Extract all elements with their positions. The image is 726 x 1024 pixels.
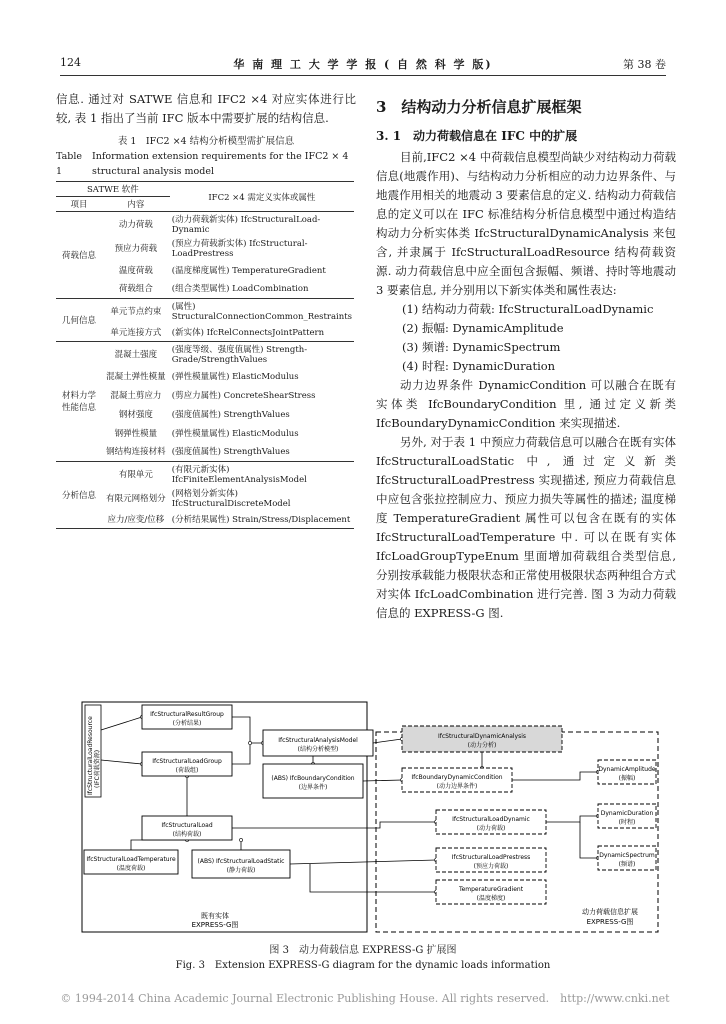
entity-cn: (边界条件) [298,784,328,791]
resource-label-cn: (IFC荷载资源) [94,749,101,788]
row-ifc-entity: (网格划分新实体) IfcStructuralDiscreteModel [171,488,291,509]
list-item: (2) 振幅: DynamicAmplitude [402,321,564,335]
entity-name: IfcStructuralLoadPrestress [451,854,531,861]
entity-name: DynamicDuration [600,810,654,817]
row-ifc-entity: (组合类型属性) LoadCombination [170,279,354,298]
entity-cn: (温度荷载) [116,865,146,872]
entity-cn: (荷载组) [175,767,199,774]
table-caption-en-label: Table 1 [56,151,83,177]
th-item: 项目 [56,197,102,212]
row-content: 钢材强度 [118,409,153,420]
row-ifc-entity: (温度梯度属性) TemperatureGradient [171,265,326,276]
list-item: (4) 时程: DynamicDuration [402,359,556,373]
relation-line [131,840,187,850]
relation-line [101,760,142,764]
paragraph-3: 另外, 对于表 1 中预应力荷载信息可以融合在既有实体 IfcStructuralLoadStatic 中, 通过定义新类 IfcStructuralLoadPrestress 实现描述, 预应力荷载信息中应包含张拉控制应力、预应力损失等属性的描述; 温度梯度 TemperatureGradient 属性可以包含在既有的实体 IfcStructuralLoadTemperature 中. 可以在既有实体 IfcLoadGroupTypeEnum 里面增加荷载组合类型信息, 分别按承载能力极限状态和正常使用极限状态两种组合方式对实体 IfcLoadCombination 进行完善. 图 3 为动力荷载信息的 EXPRESS-G 图. [376,435,676,620]
right-column [376,90,676,623]
volume-label: 第 38 卷 [623,58,666,71]
row-content: 钢弹性模量 [114,428,158,439]
entity-name: IfcStructuralAnalysisModel [278,737,358,744]
figure-caption-en: Fig. 3 Extension EXPRESS-G diagram for the dynamic loads information [175,960,551,971]
row-ifc-entity: (新实体) IfcRelConnectsJointPattern [170,323,354,342]
row-content: 混凝土剪应力 [110,390,162,401]
entity-cn: (结构分析模型) [297,746,339,753]
express-g-diagram [80,700,660,936]
entity-name: IfcStructuralLoadGroup [152,758,222,765]
row-content: 混凝土强度 [114,350,158,360]
relation-line [512,772,598,780]
list-item: (1) 结构动力荷载: IfcStructuralLoadDynamic [402,302,654,316]
th-satwe: SATWE 软件 [56,182,170,197]
relation-line [580,822,598,858]
row-ifc-entity: (强度值属性) StrengthValues [171,409,290,420]
page-number: 124 [60,56,81,69]
row-ifc-entity: (动力荷载新实体) IfcStructuralLoad-Dynamic [171,215,321,235]
entity-name: IfcStructuralDynamicAnalysis [437,733,527,740]
row-content: 有限元网格划分 [106,493,166,504]
row-ifc-entity: (强度值属性) StrengthValues [170,442,354,461]
resource-label-en: IfcStructuralLoadResource [87,716,94,795]
table-row [56,342,354,367]
entity-name: IfcBoundaryDynamicCondition [411,774,503,781]
relation-line [310,864,436,892]
row-content: 钢结构连接材料 [102,442,170,461]
entity-cn: (预应力荷载) [473,863,509,870]
row-content: 应力/应变/位移 [102,510,170,529]
group-name: 几何信息 [56,298,102,342]
extension-table [56,181,354,529]
relation-line [101,717,142,730]
entity-cn: (分析结果) [172,720,202,727]
entity-name: IfcStructuralResultGroup [150,711,224,718]
extended-label-1: 动力荷载信息扩展 [582,908,638,916]
row-ifc-entity: (强度等级、强度值属性) Strength-Grade/StrengthValues [171,345,308,365]
row-content: 荷载组合 [102,279,170,298]
paragraph-1: 目前,IFC2 ×4 中荷载信息模型尚缺少对结构动力荷载信息(地震作用)、与结构动力分析相应的动力边界条件、与地震作用相关的地震动 3 要素信息的定义. 结构动力荷载信息的定义可以在 IFC 标准结构分析信息模型中通过构造结构动力分析实体类 IfcStructuralDynamicAnalysis 来包含, 并隶属于 IfcStructuralLoadResource 结构荷载资源. 动力荷载信息中应全面包含振幅、频谱、持时等地震动 3 要素信息, 并分别用以下新实体类和属性表达: [376,150,676,297]
th-ifc: IFC2 ×4 需定义实体或属性 [170,182,354,212]
entity-name: IfcStructuralLoad [161,822,213,829]
diagram-boxes [84,705,656,904]
entity-name: (ABS) IfcStructuralLoadStatic [197,858,285,865]
figure-caption-cn: 图 3 动力荷载信息 EXPRESS-G 扩展图 [269,945,457,956]
subsection-heading: 3. 1 动力荷载信息在 IFC 中的扩展 [376,129,578,143]
row-content: 动力荷载 [118,220,153,230]
relation-line [232,743,250,764]
entity-cn: (结构荷载) [172,831,202,838]
relation-line [373,739,402,743]
relation-line [232,717,263,743]
entity-name: DynamicAmplitude [598,766,656,773]
entity-cn: (动力荷载) [476,825,506,832]
row-ifc-entity: (分析结果属性) Strain/Stress/Displacement [170,510,354,529]
table-row [56,461,354,486]
entity-cn: (温度梯度) [476,895,506,902]
running-header [60,54,666,76]
group-name: 荷载信息 [56,212,102,299]
entity-list [376,300,676,376]
paragraph-2: 动力边界条件 DynamicCondition 可以融合在既有实体类 IfcBoundaryCondition 里, 通过定义新类 IfcBoundaryDynamicCondition 来实现描述. [376,378,676,430]
row-ifc-entity: (剪应力属性) ConcreteShearStress [171,390,316,401]
group-name: 材料力学性能信息 [56,342,102,462]
row-content: 单元连接方式 [102,323,170,342]
copyright-footer: © 1994-2014 China Academic Journal Electronic Publishing House. All rights reserved. http://www.cnki.net [60,992,670,1005]
journal-title: 华 南 理 工 大 学 学 报 ( 自 然 科 学 版) [233,58,493,71]
row-content: 温度荷载 [118,265,153,276]
existing-label-2: EXPRESS-G图 [191,921,239,929]
entity-cn: (动力分析) [467,742,497,749]
entity-name: (ABS) IfcBoundaryCondition [271,775,355,782]
relation-line [363,780,402,781]
th-content: 内容 [102,197,170,212]
entity-cn: (振幅) [618,775,636,782]
entity-cn: (频谱) [618,861,636,868]
entity-cn: (时程) [618,819,636,826]
list-item: (3) 频谱: DynamicSpectrum [402,340,561,354]
table-caption-en-text: Information extension requirements for the IFC2 × 4 structural analysis model [92,151,349,177]
row-ifc-entity: (弹性模量属性) ElasticModulus [171,371,299,382]
row-ifc-entity: (弹性模量属性) ElasticModulus [171,428,299,439]
relation-line [290,860,436,864]
existing-label-1: 既有实体 [201,912,229,920]
table-caption-en [56,149,356,179]
entity-cn: (动力边界条件) [436,783,478,790]
row-ifc-entity: (预应力荷载新实体) IfcStructural-LoadPrestress [171,239,308,259]
group-name: 分析信息 [56,461,102,529]
relation-line [546,816,598,822]
entity-name: DynamicSpectrum [599,852,655,859]
row-content: 有限单元 [118,469,153,480]
entity-name: IfcStructuralLoadTemperature [86,856,176,863]
table-row [56,298,354,323]
row-content: 混凝土弹性模量 [106,371,166,382]
entity-name: IfcStructuralLoadDynamic [452,816,530,823]
entity-cn: (静力荷载) [226,867,256,874]
row-content: 单元节点约束 [110,306,162,317]
left-column [56,90,356,529]
row-ifc-entity: (属性) StructuralConnectionCommon_Restraints [171,301,353,322]
intro-paragraph: 信息. 通过对 SATWE 信息和 IFC2 ×4 对应实体进行比较, 表 1 指出了当前 IFC 版本中需要扩展的结构信息. [56,92,356,125]
row-content: 预应力荷载 [114,244,158,254]
section-heading: 3 结构动力分析信息扩展框架 [376,98,582,116]
row-ifc-entity: (有限元新实体) IfcFiniteElementAnalysisModel [171,464,307,485]
table-caption-cn: 表 1 IFC2 ×4 结构分析模型需扩展信息 [117,136,295,147]
table-row [56,212,354,237]
extended-label-2: EXPRESS-G图 [586,918,634,926]
entity-name: TemperatureGradient [458,886,524,893]
relation-line [232,822,436,828]
